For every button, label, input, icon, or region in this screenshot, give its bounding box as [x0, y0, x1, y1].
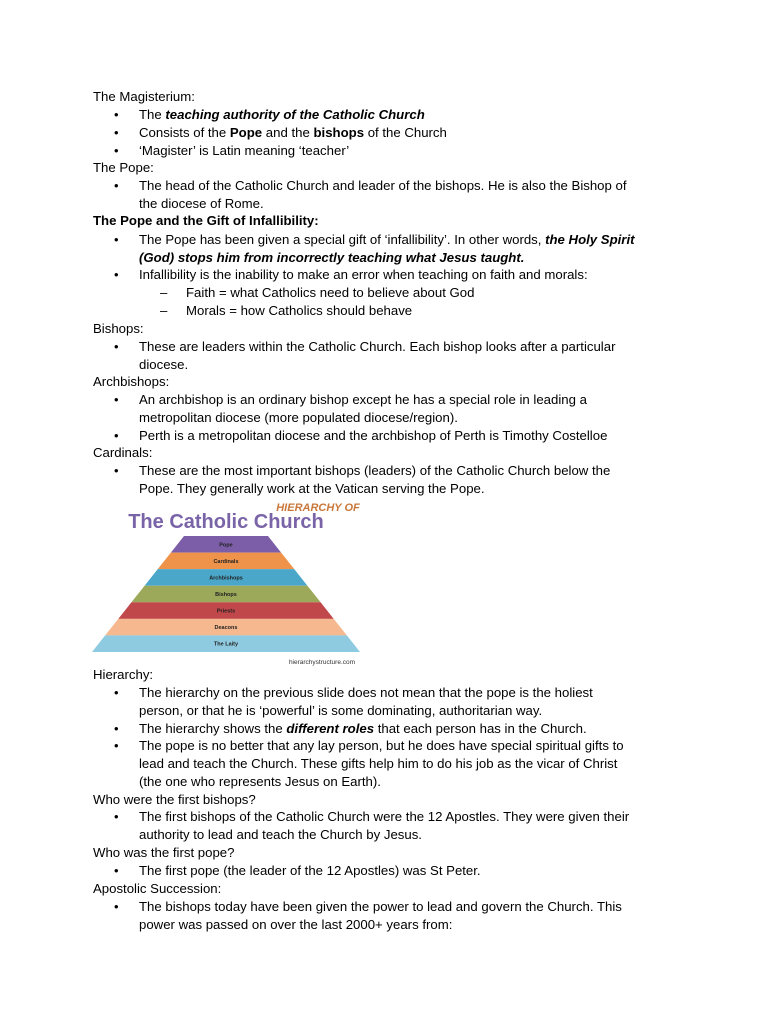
bishops-bullet-line-2: diocese.	[139, 357, 189, 372]
archbishops-bullet-1-line-1: An archbishop is an ordinary bishop except he has a special role in leading a	[139, 392, 587, 407]
archbishops-bullet-1-line-2: metropolitan diocese (more populated diocese/region).	[139, 410, 458, 425]
magisterium-bullet-2: Consists of the Pope and the bishops of the Church	[139, 125, 447, 140]
section-heading-bishops: Bishops:	[93, 321, 144, 336]
archbishops-bullet-2: Perth is a metropolitan diocese and the archbishop of Perth is Timothy Costelloe	[139, 428, 608, 443]
infallibility-sub-1: Faith = what Catholics need to believe about God	[186, 285, 475, 300]
first-pope-bullet: The first pope (the leader of the 12 Apostles) was St Peter.	[139, 863, 481, 878]
bullet-icon: •	[114, 339, 119, 354]
first-bishops-bullet-line-2: authority to lead and teach the Church by Jesus.	[139, 827, 422, 842]
bullet-icon: •	[114, 685, 119, 700]
bullet-icon: •	[114, 721, 119, 736]
bullet-icon: •	[114, 125, 119, 140]
bullet-icon: •	[114, 107, 119, 122]
bullet-icon: •	[114, 463, 119, 478]
bullet-icon: •	[114, 863, 119, 878]
cardinals-bullet-line-1: These are the most important bishops (leaders) of the Catholic Church below the	[139, 463, 611, 478]
bullet-icon: •	[114, 392, 119, 407]
hierarchy-bullet-3-line-1: The pope is no better that any lay person, but he does have special spiritual gifts to	[139, 738, 624, 753]
bullet-icon: •	[114, 178, 119, 193]
pyramid-level-label: Deacons	[214, 625, 238, 632]
pyramid-level-label: The Laity	[213, 641, 239, 648]
section-heading-cardinals: Cardinals:	[93, 445, 153, 460]
section-heading-magisterium: The Magisterium:	[93, 89, 195, 104]
dash-icon: –	[160, 303, 168, 318]
hierarchy-bullet-1-line-1: The hierarchy on the previous slide does not mean that the pope is the holiest	[139, 685, 593, 700]
hierarchy-pyramid-diagram	[92, 498, 364, 668]
dash-icon: –	[160, 285, 168, 300]
section-heading-hierarchy: Hierarchy:	[93, 667, 154, 682]
bullet-icon: •	[114, 738, 119, 753]
section-heading-apostolic-succession: Apostolic Succession:	[93, 881, 222, 896]
bullet-icon: •	[114, 232, 119, 247]
section-heading-pope: The Pope:	[93, 160, 154, 175]
magisterium-bullet-1: The teaching authority of the Catholic Church	[139, 107, 425, 122]
section-heading-archbishops: Archbishops:	[93, 374, 170, 389]
section-heading-first-pope: Who was the first pope?	[93, 845, 235, 860]
first-bishops-bullet-line-1: The first bishops of the Catholic Church were the 12 Apostles. They were given their	[139, 809, 630, 824]
hierarchy-bullet-2: The hierarchy shows the different roles that each person has in the Church.	[139, 721, 587, 736]
pope-bullet-line-1: The head of the Catholic Church and leader of the bishops. He is also the Bishop of	[139, 178, 627, 193]
pyramid-level-label: Cardinals	[213, 558, 239, 565]
cardinals-bullet-line-2: Pope. They generally work at the Vatican serving the Pope.	[139, 481, 485, 496]
infallibility-bullet-1-line-1: The Pope has been given a special gift of ‘infallibility’. In other words, the Holy Spirit	[139, 232, 635, 247]
bullet-icon: •	[114, 428, 119, 443]
section-heading-infallibility: The Pope and the Gift of Infallibility:	[93, 213, 319, 228]
bullet-icon: •	[114, 809, 119, 824]
diagram-subtitle: HIERARCHY OF	[276, 502, 360, 514]
pyramid-level-label: Archbishops	[209, 575, 243, 582]
bishops-bullet-line-1: These are leaders within the Catholic Church. Each bishop looks after a particular	[139, 339, 616, 354]
magisterium-bullet-3: ‘Magister’ is Latin meaning ‘teacher’	[139, 143, 350, 158]
pyramid-level-label: Bishops	[215, 592, 237, 598]
pyramid-level-label: Priests	[216, 608, 236, 615]
hierarchy-bullet-1-line-2: person, or that he is ‘powerful’ is some dominating, authoritarian way.	[139, 703, 543, 718]
hierarchy-bullet-3-line-3: (the one who represents Jesus on Earth).	[139, 774, 381, 789]
infallibility-bullet-1-line-2: (God) stops him from incorrectly teaching what Jesus taught.	[139, 250, 525, 265]
infallibility-bullet-2: Infallibility is the inability to make an error when teaching on faith and morals:	[139, 267, 588, 282]
bullet-icon: •	[114, 899, 119, 914]
section-heading-first-bishops: Who were the first bishops?	[93, 792, 256, 807]
succession-bullet-line-1: The bishops today have been given the power to lead and govern the Church. This	[139, 899, 622, 914]
bullet-icon: •	[114, 267, 119, 282]
hierarchy-bullet-3-line-2: lead and teach the Church. These gifts help him to do his job as the vicar of Christ	[139, 756, 618, 771]
infallibility-sub-2: Morals = how Catholics should behave	[186, 303, 413, 318]
pyramid-level-label: Pope	[219, 542, 233, 549]
bullet-icon: •	[114, 143, 119, 158]
diagram-credit: hierarchystructure.com	[288, 659, 356, 666]
succession-bullet-line-2: power was passed on over the last 2000+ years from:	[139, 917, 453, 932]
diagram-title: The Catholic Church	[128, 511, 324, 533]
pope-bullet-line-2: the diocese of Rome.	[139, 196, 264, 211]
